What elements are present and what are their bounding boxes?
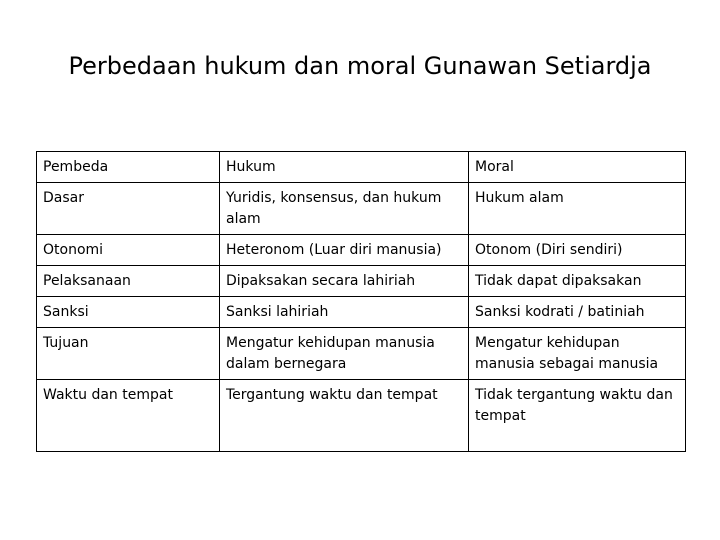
hukum-cell: Dipaksakan secara lahiriah (220, 266, 469, 297)
moral-cell: Hukum alam (469, 183, 686, 235)
row-label-cell: Sanksi (37, 297, 220, 328)
hukum-cell: Tergantung waktu dan tempat (220, 380, 469, 452)
row-label-cell: Otonomi (37, 235, 220, 266)
hukum-cell: Yuridis, konsensus, dan hukum alam (220, 183, 469, 235)
table-row (37, 183, 686, 235)
row-label-cell: Tujuan (37, 328, 220, 380)
table-header-row (37, 152, 686, 183)
moral-cell: Otonom (Diri sendiri) (469, 235, 686, 266)
table-row (37, 266, 686, 297)
table-row (37, 235, 686, 266)
row-label-cell: Dasar (37, 183, 220, 235)
comparison-table (36, 151, 686, 452)
hukum-cell: Mengatur kehidupan manusia dalam bernegara (220, 328, 469, 380)
header-cell-hukum: Hukum (220, 152, 469, 183)
row-label-cell: Waktu dan tempat (37, 380, 220, 452)
slide-title: Perbedaan hukum dan moral Gunawan Setiardja (68, 52, 652, 80)
moral-cell: Sanksi kodrati / batiniah (469, 297, 686, 328)
hukum-cell: Sanksi lahiriah (220, 297, 469, 328)
hukum-cell: Heteronom (Luar diri manusia) (220, 235, 469, 266)
row-label-cell: Pelaksanaan (37, 266, 220, 297)
table-row (37, 380, 686, 452)
header-cell-moral: Moral (469, 152, 686, 183)
moral-cell: Tidak dapat dipaksakan (469, 266, 686, 297)
table-row (37, 328, 686, 380)
moral-cell: Tidak tergantung waktu dan tempat (469, 380, 686, 452)
moral-cell: Mengatur kehidupan manusia sebagai manusia (469, 328, 686, 380)
header-cell-pembeda: Pembeda (37, 152, 220, 183)
table-row (37, 297, 686, 328)
